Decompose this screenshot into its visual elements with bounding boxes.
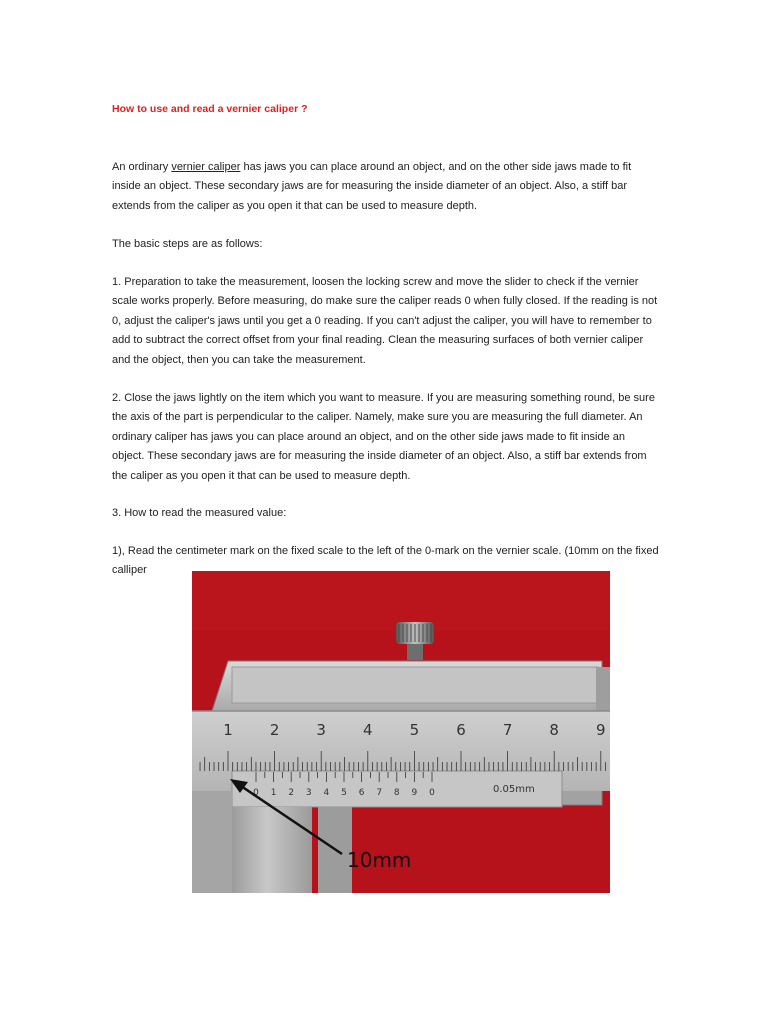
main-scale-number: 9 bbox=[596, 721, 606, 739]
step1-paragraph: 1. Preparation to take the measurement, loosen the locking screw and move the slider to check if the vernier scale works properly. Before measuring, do make sure the caliper reads 0 when fully closed. If the reading is not 0, adjust the caliper's jaws until you get a 0 reading. If you can't adjust the caliper, you will have to remember to add to subtract the correct offset from your final reading. Clean the measuring surfaces of both vernier caliper and the object, then you can take the measurement. bbox=[112, 276, 658, 366]
annotation-label: 10mm bbox=[347, 848, 412, 872]
step2-paragraph: 2. Close the jaws lightly on the item which you want to measure. If you are measuring something round, be sure the axis of the part is perpendicular to the caliper. Namely, make sure you are measuring the full diameter. An ordinary caliper has jaws you can place around an object, and on the other side jaws made to fit inside an object. These secondary jaws are for measuring the inside diameter of an object. Also, a stiff bar extends from the caliper as you open it that can be used to measure depth. bbox=[112, 392, 655, 482]
fixed-jaw bbox=[222, 807, 312, 893]
vernier-caliper-photo bbox=[192, 571, 610, 893]
vernier-number: 1 bbox=[270, 788, 277, 798]
intro-text-start: An ordinary bbox=[112, 161, 172, 173]
vernier-number: 4 bbox=[323, 788, 330, 798]
basic-steps-paragraph: The basic steps are as follows: bbox=[112, 238, 263, 250]
vernier-number: 3 bbox=[305, 788, 312, 798]
main-scale-number: 8 bbox=[549, 721, 559, 739]
main-scale-number: 7 bbox=[502, 721, 513, 739]
substep1-paragraph: 1), Read the centimeter mark on the fixed scale to the left of the 0-mark on the vernier scale. (10mm on the fixed calliper bbox=[112, 545, 659, 577]
vernier-number: 2 bbox=[288, 788, 295, 798]
intro-paragraph bbox=[112, 158, 660, 216]
main-scale-number: 1 bbox=[223, 721, 233, 739]
main-scale-number: 5 bbox=[409, 721, 420, 739]
vernier-number: 9 bbox=[411, 788, 418, 798]
step3-paragraph: 3. How to read the measured value: bbox=[112, 507, 287, 519]
main-scale-number: 6 bbox=[456, 721, 466, 739]
vernier-number: 7 bbox=[376, 788, 383, 798]
resolution-label: 0.05mm bbox=[493, 784, 535, 795]
vernier-number: 0 bbox=[253, 788, 259, 798]
main-scale-number: 3 bbox=[316, 721, 326, 739]
page-title: How to use and read a vernier caliper ? bbox=[112, 103, 308, 115]
vernier-caliper-link[interactable]: vernier caliper bbox=[171, 161, 241, 173]
vernier-number: 8 bbox=[393, 788, 400, 798]
vernier-number: 0 bbox=[429, 788, 435, 798]
intro-text-rest: has jaws you can place around an object, and on the other side jaws made to fit inside an object. These secondary jaws are for measuring the inside diameter of an object. Also, a stiff bar extends from the caliper as you open it that can be used to measure depth. bbox=[112, 161, 632, 212]
vernier-number: 5 bbox=[341, 788, 347, 798]
main-scale-number: 4 bbox=[363, 721, 373, 739]
main-scale-number: 2 bbox=[269, 721, 280, 739]
vernier-number: 6 bbox=[358, 788, 365, 798]
